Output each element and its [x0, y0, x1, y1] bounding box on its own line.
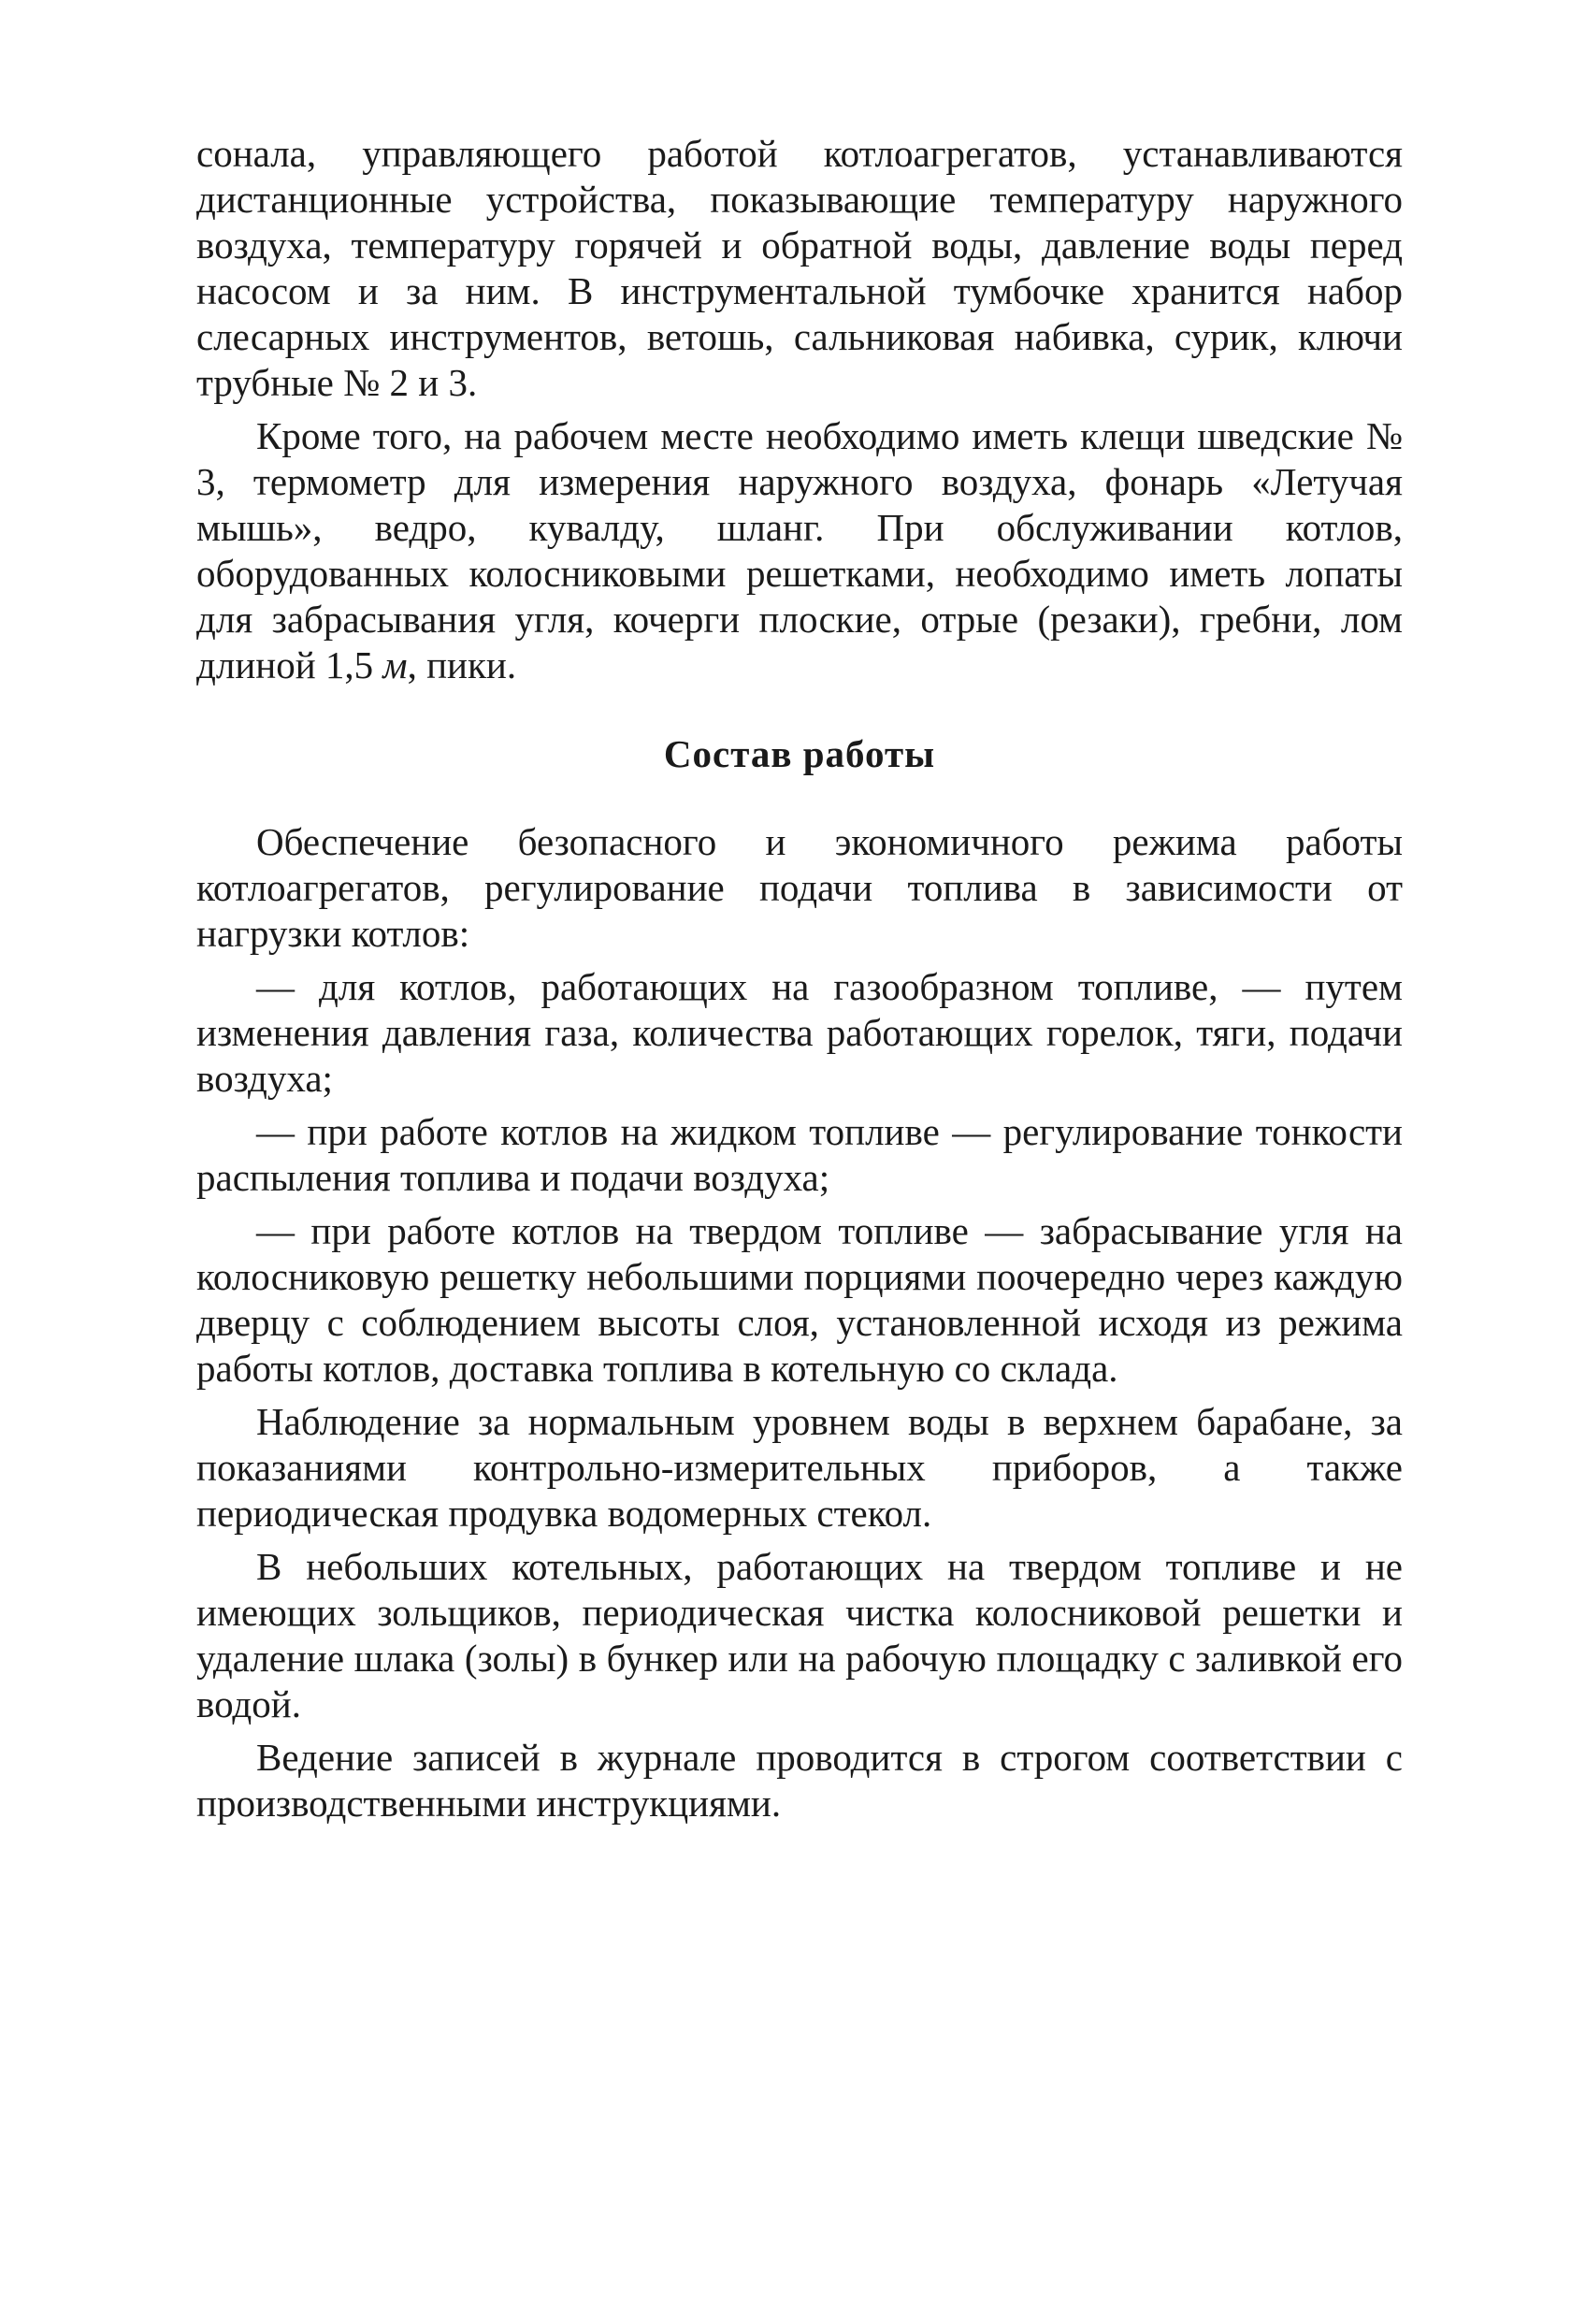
- paragraph-work-records: Ведение записей в журнале проводится в строгом соответствии с производственными инструкциями.: [196, 1736, 1403, 1825]
- paragraph-work-liquid: — при работе котлов на жидком топливе — регулирование тонкости распыления топлива и подачи воздуха;: [196, 1110, 1403, 1199]
- paragraph-tools: [196, 413, 1403, 688]
- paragraph-work-1: Обеспечение безопасного и экономичного режима работы котлоагрегатов, регулирование подачи топлива в зависимости от нагрузки котлов:: [196, 820, 1403, 955]
- paragraph-work-water-level: Наблюдение за нормальным уровнем воды в верхнем барабане, за показаниями контрольно-измерительных приборов, а также периодическая продувка водомерных стекол.: [196, 1400, 1403, 1535]
- document-page: [196, 131, 1403, 1834]
- paragraph-work-small-boilers: В небольших котельных, работающих на твердом топливе и не имеющих зольщиков, периодическая чистка колосниковой решетки и удаление шлака (золы) в бункер или на рабочую площадку с заливкой его водой.: [196, 1545, 1403, 1725]
- paragraph-tools-end: , пики.: [407, 643, 517, 686]
- paragraph-tools-text: Кроме того, на рабочем месте необходимо иметь клещи шведские № 3, термометр для измерения наружного воздуха, фонарь «Летучая мышь», ведро, кувалду, шланг. При обслуживании котлов, оборудованных колосниковыми решетками, необходимо иметь лопаты для забрасывания угля, кочерги плоские, отрые (резаки), гребни, лом длиной 1,5: [196, 414, 1403, 686]
- paragraph-work-solid: — при работе котлов на твердом топливе — забрасывание угля на колосниковую решетку небольшими порциями поочередно через каждую дверцу с соблюдением высоты слоя, установленной исходя из режима работы котлов, доставка топлива в котельную со склада.: [196, 1209, 1403, 1390]
- unit-meter: м: [382, 643, 408, 686]
- section-heading: Состав работы: [663, 732, 936, 775]
- paragraph-continuation: сонала, управляющего работой котлоагрегатов, устанавливаются дистанционные устройства, показывающие температуру наружного воздуха, температуру горячей и обратной воды, давление воды перед насосом и за ним. В инструментальной тумбочке хранится набор слесарных инструментов, ветошь, сальниковая набивка, сурик, ключи трубные № 2 и 3.: [196, 132, 1403, 404]
- paragraph-work-gas: — для котлов, работающих на газообразном топливе, — путем изменения давления газа, количества работающих горелок, тяги, подачи воздуха;: [196, 965, 1403, 1100]
